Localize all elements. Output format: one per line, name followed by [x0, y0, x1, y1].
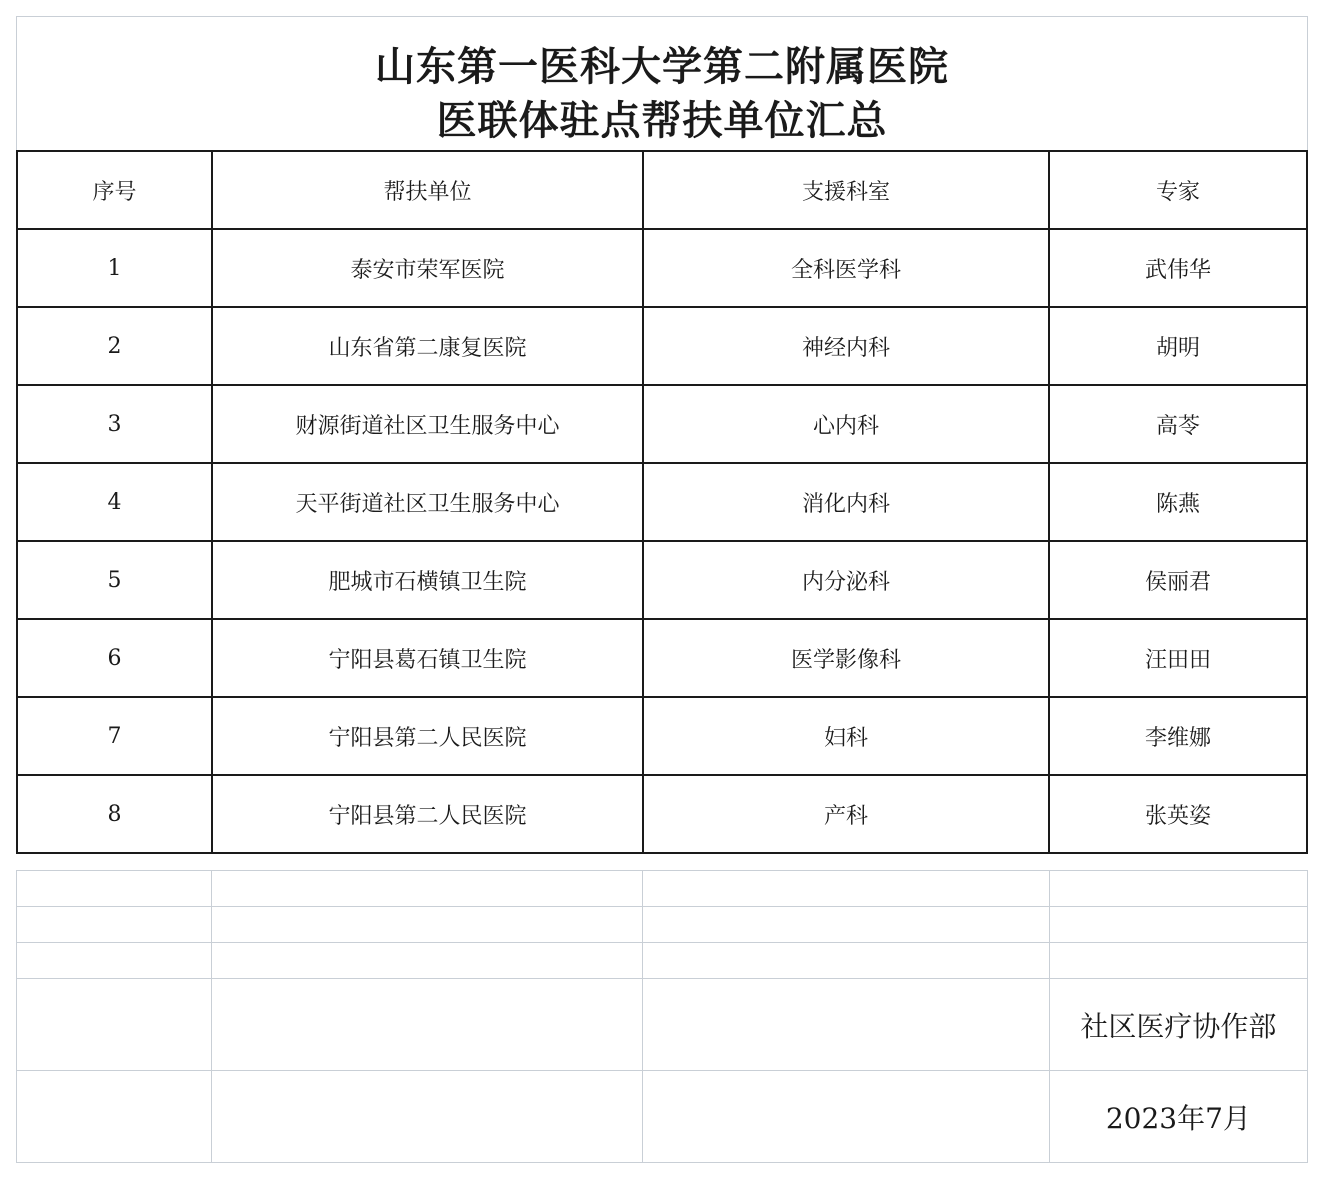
header-assisted-unit[interactable]: 帮扶单位: [212, 151, 643, 229]
cell-expert[interactable]: 汪田田: [1049, 619, 1307, 697]
cell-serial-number[interactable]: 3: [17, 385, 212, 463]
table-row: [17, 775, 1307, 853]
table-row: [17, 307, 1307, 385]
cell-serial-number[interactable]: 6: [17, 619, 212, 697]
empty-cell[interactable]: [17, 1071, 212, 1163]
table-row: [17, 541, 1307, 619]
cell-supporting-department[interactable]: 心内科: [643, 385, 1049, 463]
assistance-table: [16, 150, 1308, 854]
cell-expert[interactable]: 胡明: [1049, 307, 1307, 385]
date-row: [17, 1071, 1308, 1163]
empty-cell[interactable]: [212, 943, 643, 979]
empty-row: [17, 907, 1308, 943]
cell-supporting-department[interactable]: 消化内科: [643, 463, 1049, 541]
empty-cell[interactable]: [1049, 871, 1307, 907]
header-serial-number[interactable]: 序号: [17, 151, 212, 229]
cell-expert[interactable]: 陈燕: [1049, 463, 1307, 541]
document-title-line-1: 山东第一医科大学第二附属医院: [375, 43, 949, 90]
signature-row: [17, 979, 1308, 1071]
title-cell[interactable]: [16, 16, 1308, 151]
cell-serial-number[interactable]: 1: [17, 229, 212, 307]
document-title-line-2: 医联体驻点帮扶单位汇总: [436, 97, 888, 144]
cell-assisted-unit[interactable]: 泰安市荣军医院: [212, 229, 643, 307]
cell-expert[interactable]: 李维娜: [1049, 697, 1307, 775]
department-signature[interactable]: 社区医疗协作部: [1049, 979, 1307, 1071]
cell-assisted-unit[interactable]: 宁阳县葛石镇卫生院: [212, 619, 643, 697]
cell-supporting-department[interactable]: 内分泌科: [643, 541, 1049, 619]
empty-cell[interactable]: [1049, 943, 1307, 979]
cell-assisted-unit[interactable]: 山东省第二康复医院: [212, 307, 643, 385]
empty-grid-area: [16, 870, 1308, 1163]
empty-cell[interactable]: [643, 1071, 1049, 1163]
cell-serial-number[interactable]: 8: [17, 775, 212, 853]
table-row: [17, 619, 1307, 697]
cell-supporting-department[interactable]: 全科医学科: [643, 229, 1049, 307]
table-row: [17, 697, 1307, 775]
cell-expert[interactable]: 武伟华: [1049, 229, 1307, 307]
empty-cell[interactable]: [212, 1071, 643, 1163]
empty-cell[interactable]: [643, 871, 1049, 907]
cell-serial-number[interactable]: 5: [17, 541, 212, 619]
cell-expert[interactable]: 张英姿: [1049, 775, 1307, 853]
table-row: [17, 385, 1307, 463]
empty-cell[interactable]: [17, 979, 212, 1071]
empty-cell[interactable]: [17, 907, 212, 943]
cell-supporting-department[interactable]: 医学影像科: [643, 619, 1049, 697]
cell-serial-number[interactable]: 7: [17, 697, 212, 775]
cell-supporting-department[interactable]: 产科: [643, 775, 1049, 853]
document-date[interactable]: 2023年7月: [1049, 1071, 1307, 1163]
cell-assisted-unit[interactable]: 肥城市石横镇卫生院: [212, 541, 643, 619]
table-header-row: [17, 151, 1307, 229]
empty-cell[interactable]: [1049, 907, 1307, 943]
cell-supporting-department[interactable]: 妇科: [643, 697, 1049, 775]
cell-serial-number[interactable]: 2: [17, 307, 212, 385]
empty-cell[interactable]: [643, 979, 1049, 1071]
cell-assisted-unit[interactable]: 财源街道社区卫生服务中心: [212, 385, 643, 463]
empty-cell[interactable]: [643, 943, 1049, 979]
empty-cell[interactable]: [643, 907, 1049, 943]
empty-row: [17, 943, 1308, 979]
empty-cell[interactable]: [212, 979, 643, 1071]
cell-supporting-department[interactable]: 神经内科: [643, 307, 1049, 385]
header-supporting-department[interactable]: 支援科室: [643, 151, 1049, 229]
table-row: [17, 229, 1307, 307]
cell-expert[interactable]: 高苓: [1049, 385, 1307, 463]
cell-assisted-unit[interactable]: 宁阳县第二人民医院: [212, 775, 643, 853]
header-expert[interactable]: 专家: [1049, 151, 1307, 229]
empty-cell[interactable]: [17, 871, 212, 907]
cell-serial-number[interactable]: 4: [17, 463, 212, 541]
empty-cell[interactable]: [212, 871, 643, 907]
empty-cell[interactable]: [17, 943, 212, 979]
empty-cell[interactable]: [212, 907, 643, 943]
spreadsheet: [16, 16, 1308, 1163]
table-row: [17, 463, 1307, 541]
cell-assisted-unit[interactable]: 天平街道社区卫生服务中心: [212, 463, 643, 541]
cell-expert[interactable]: 侯丽君: [1049, 541, 1307, 619]
empty-row: [17, 871, 1308, 907]
cell-assisted-unit[interactable]: 宁阳县第二人民医院: [212, 697, 643, 775]
